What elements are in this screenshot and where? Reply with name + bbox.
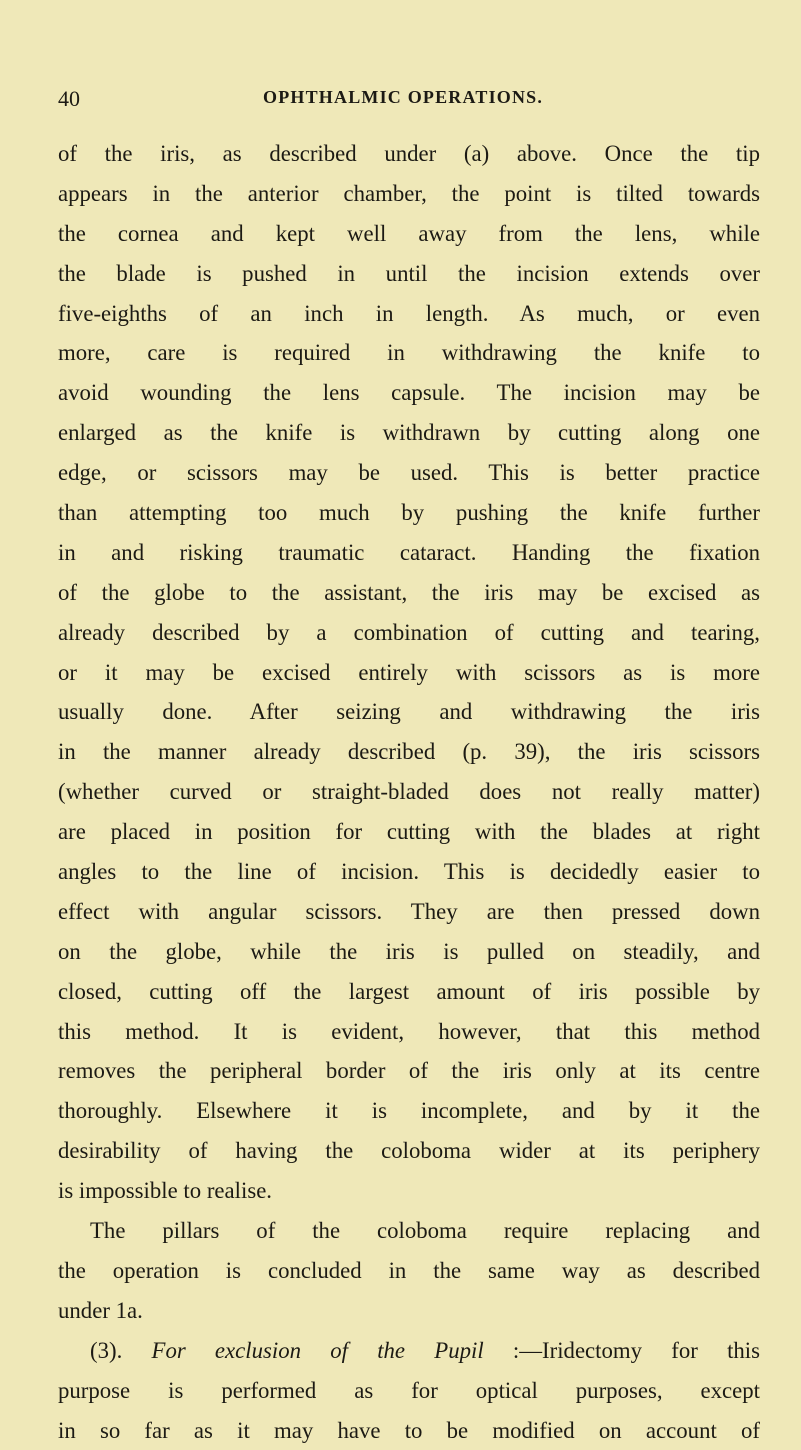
text-line: avoid wounding the lens capsule. The incision may be [58, 373, 760, 413]
text-line: or it may be excised entirely with scissors as is more [58, 653, 760, 693]
running-head: OPHTHALMIC OPERATIONS. [263, 87, 543, 108]
text-line: desirability of having the coloboma wider at its periphery [58, 1131, 760, 1171]
text-line: in so far as it may have to be modified on account of [58, 1411, 760, 1450]
section-title: For exclusion of the Pupil [152, 1338, 484, 1363]
text-line: five-eighths of an inch in length. As much, or even [58, 294, 760, 334]
text-line: enlarged as the knife is withdrawn by cutting along one [58, 413, 760, 453]
text-line: effect with angular scissors. They are then pressed down [58, 892, 760, 932]
text-line: the blade is pushed in until the incision extends over [58, 254, 760, 294]
text-line: (whether curved or straight-bladed does not really matter) [58, 772, 760, 812]
body-text [58, 134, 760, 1450]
text-line: appears in the anterior chamber, the point is tilted towards [58, 174, 760, 214]
text-line: the cornea and kept well away from the lens, while [58, 214, 760, 254]
text-line: closed, cutting off the largest amount of iris possible by [58, 972, 760, 1012]
text-line: purpose is performed as for optical purposes, except [58, 1371, 760, 1411]
text-line: thoroughly. Elsewhere it is incomplete, and by it the [58, 1091, 760, 1131]
text-line: of the globe to the assistant, the iris may be excised as [58, 573, 760, 613]
text-line: of the iris, as described under (a) above. Once the tip [58, 134, 760, 174]
section-heading-line [58, 1331, 760, 1371]
section-number: (3). [90, 1338, 152, 1363]
text-line: in the manner already described (p. 39), the iris scissors [58, 732, 760, 772]
text-line: in and risking traumatic cataract. Handing the fixation [58, 533, 760, 573]
text-line: angles to the line of incision. This is decidedly easier to [58, 852, 760, 892]
text-line: under 1a. [58, 1291, 760, 1331]
text-line: the operation is concluded in the same way as described [58, 1251, 760, 1291]
section-lead-text: :—Iridectomy for this [484, 1338, 760, 1363]
text-line: are placed in position for cutting with the blades at right [58, 812, 760, 852]
text-line: than attempting too much by pushing the knife further [58, 493, 760, 533]
text-line: already described by a combination of cutting and tearing, [58, 613, 760, 653]
text-line: edge, or scissors may be used. This is better practice [58, 453, 760, 493]
text-line: removes the peripheral border of the iris only at its centre [58, 1051, 760, 1091]
page-header [58, 86, 758, 116]
page-number: 40 [58, 86, 80, 112]
text-line: on the globe, while the iris is pulled on steadily, and [58, 932, 760, 972]
text-line: this method. It is evident, however, that this method [58, 1012, 760, 1052]
text-line: more, care is required in withdrawing the knife to [58, 333, 760, 373]
text-line: The pillars of the coloboma require replacing and [58, 1211, 760, 1251]
text-line: usually done. After seizing and withdrawing the iris [58, 692, 760, 732]
text-line: is impossible to realise. [58, 1171, 760, 1211]
